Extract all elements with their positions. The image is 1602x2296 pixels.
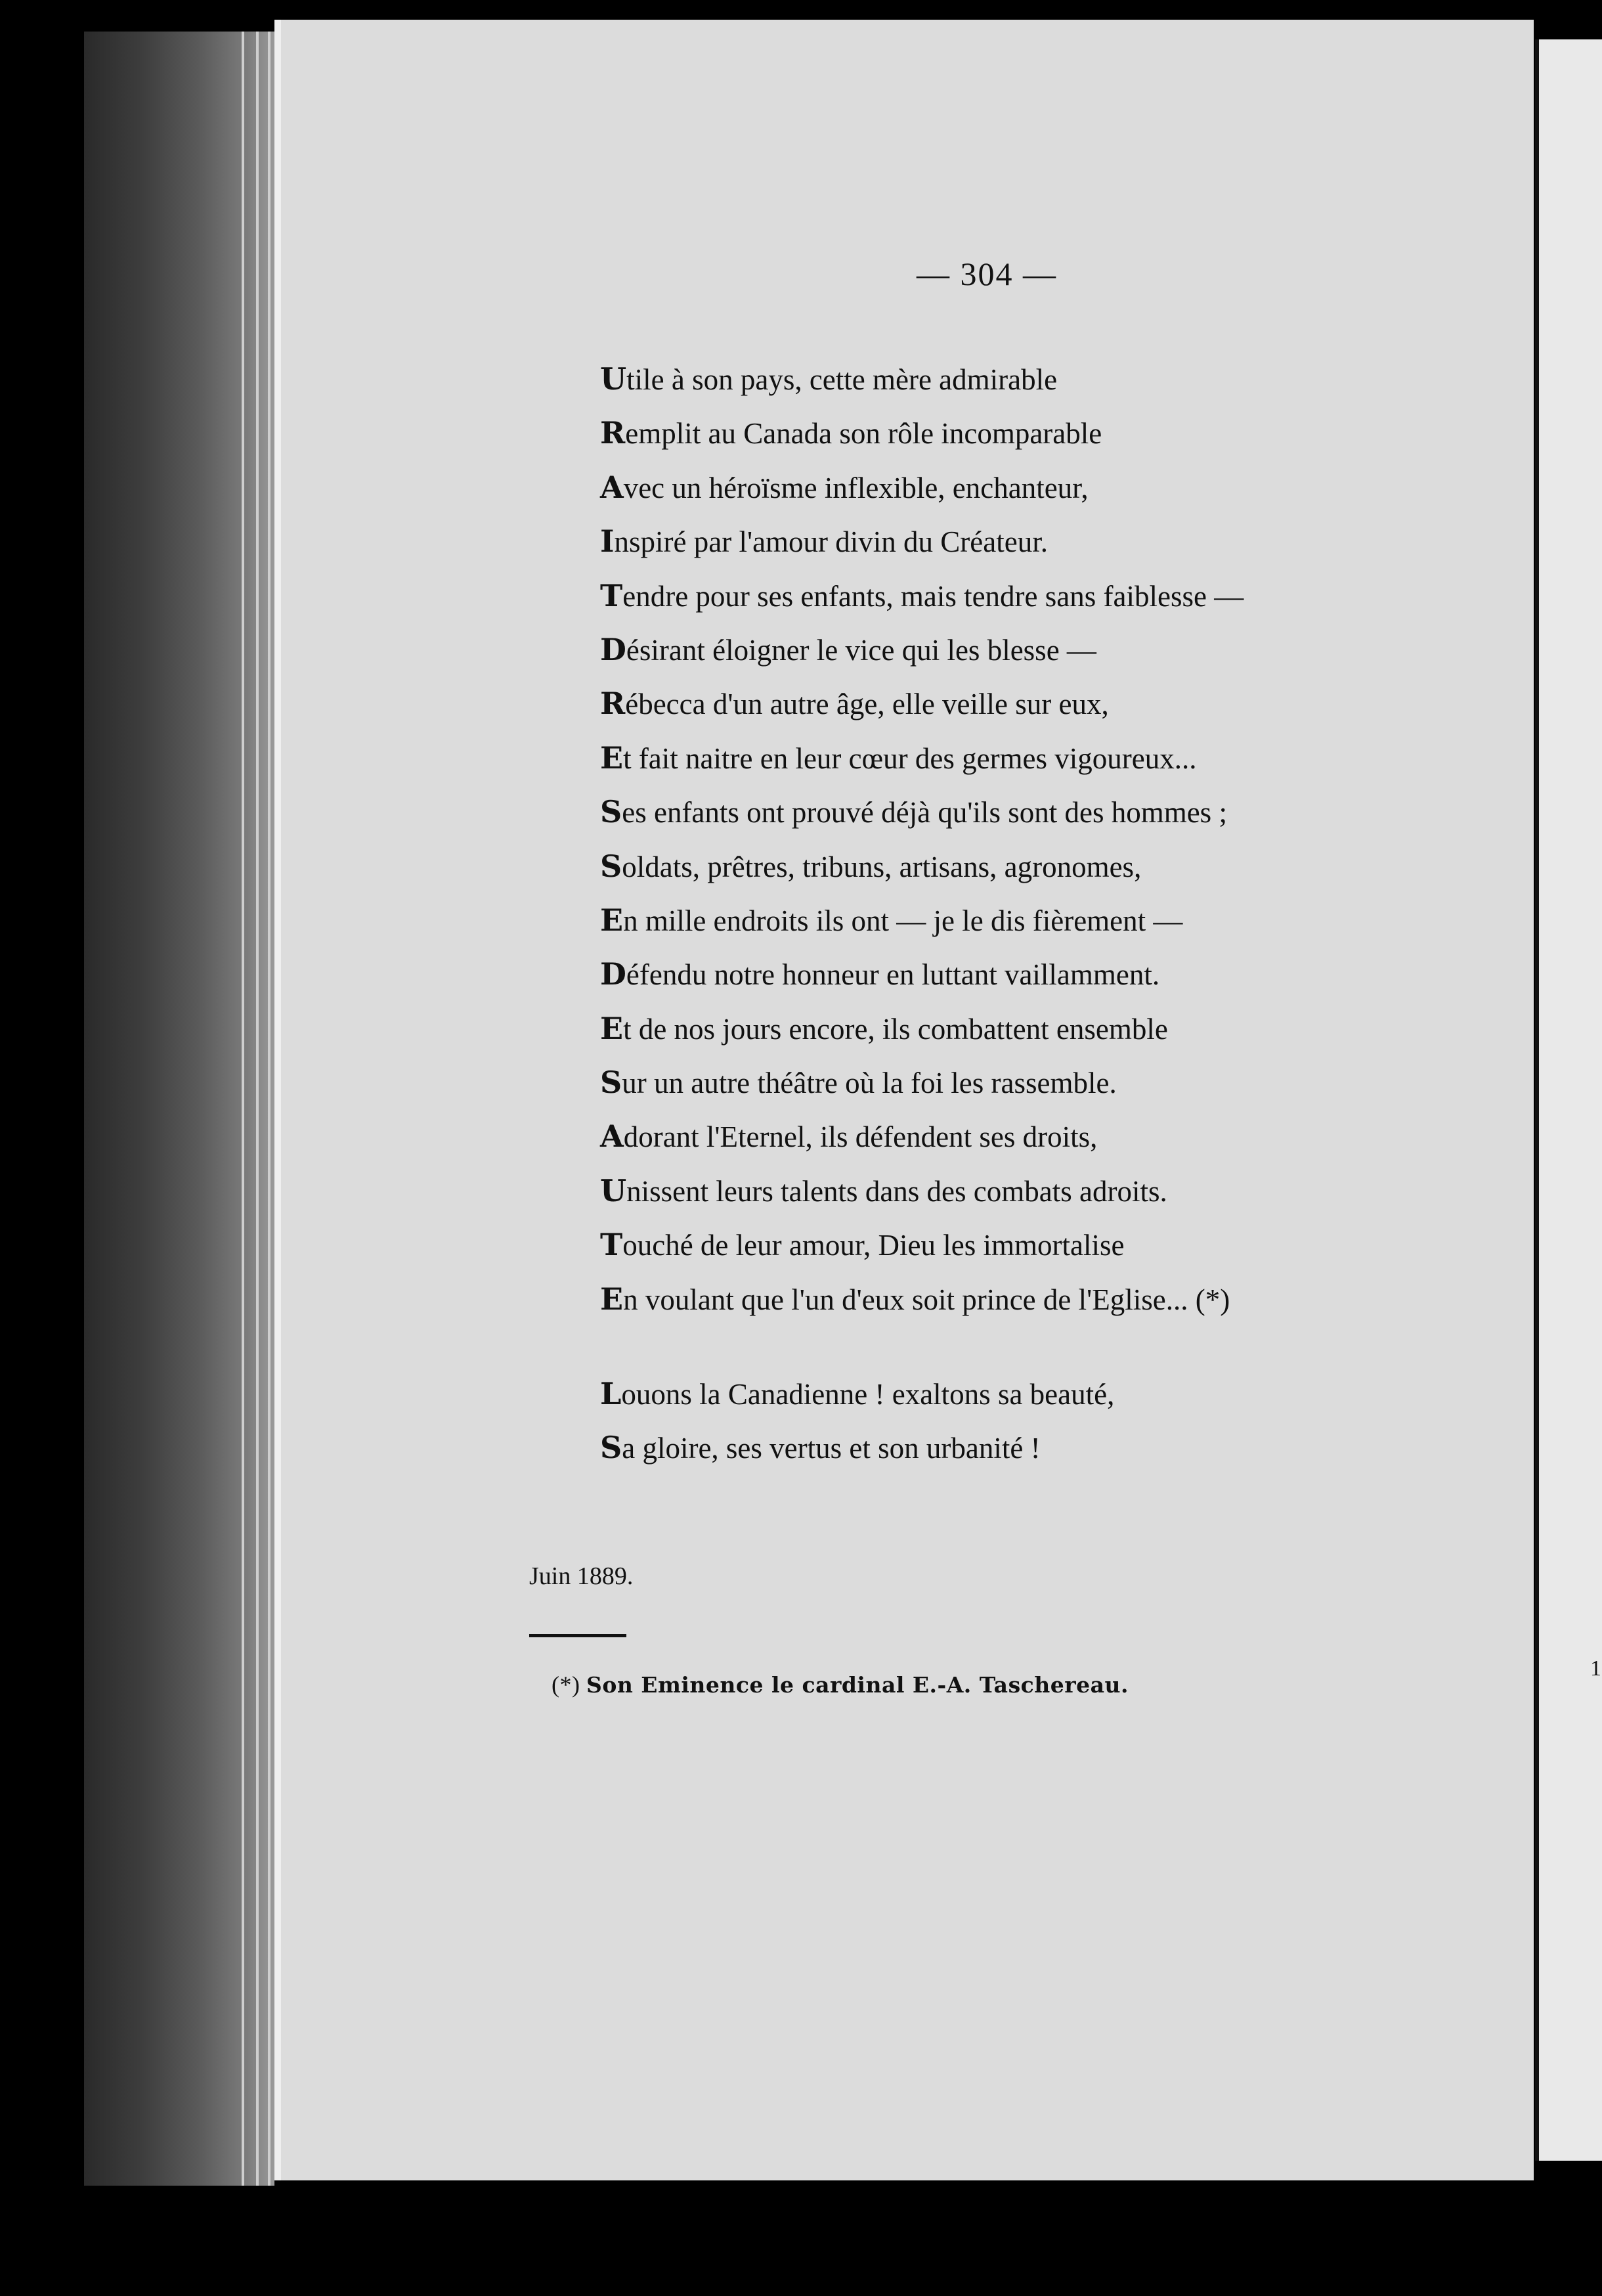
poem-line [600,676,1244,730]
poem-line [600,1218,1244,1271]
footnote [552,1671,1129,1698]
book-edge [84,32,274,2186]
line-initial: L [600,1376,622,1412]
line-initial: S [600,848,622,884]
poem-line [600,569,1244,623]
footnote-rule [529,1634,626,1637]
line-initial: E [600,1281,624,1317]
line-initial: I [600,523,615,560]
poem-line [600,352,1244,406]
line-text: nissent leurs talents dans des combats adroits. [626,1174,1167,1208]
line-initial: S [600,794,622,830]
poem-line [600,406,1244,460]
line-text: éfendu notre honneur en luttant vaillamment. [626,958,1160,992]
line-text: es enfants ont prouvé déjà qu'ils sont des hommes ; [622,796,1227,829]
line-text: ur un autre théâtre où la foi les rassemble. [622,1067,1117,1100]
poem-line [600,1055,1244,1109]
poem-line [600,839,1244,893]
line-initial: R [600,415,626,451]
line-initial: A [600,469,624,505]
poem-line [600,1272,1244,1326]
line-initial: S [600,1430,622,1466]
poem-line [600,1109,1244,1163]
poem-line [600,1164,1244,1218]
date-line: Juin 1889. [529,1562,634,1590]
poem-closing-line [600,1421,1244,1474]
line-initial: S [600,1065,622,1101]
line-initial: D [600,631,626,667]
page-number: — 304 — [917,255,1057,292]
footnote-marker: (*) [552,1671,580,1698]
poem-line [600,460,1244,514]
line-text: a gloire, ses vertus et son urbanité ! [622,1432,1041,1465]
poem-line [600,893,1244,947]
line-text: n voulant que l'un d'eux soit prince de l'Eglise... (*) [623,1283,1230,1316]
poem-line [600,785,1244,839]
line-initial: D [600,956,626,992]
line-initial: A [600,1118,624,1155]
line-text: ouché de leur amour, Dieu les immortalise [622,1229,1125,1262]
line-text: endre pour ses enfants, mais tendre sans faiblesse — [622,579,1244,613]
facing-page-edge [1535,39,1602,2161]
line-initial: T [600,577,623,613]
line-text: t de nos jours encore, ils combattent ensemble [623,1012,1168,1046]
line-text: oldats, prêtres, tribuns, artisans, agronomes, [622,850,1142,883]
line-text: vec un héroïsme inflexible, enchanteur, [623,471,1089,504]
line-initial: U [600,361,627,397]
poem [600,352,1244,1475]
line-initial: E [600,740,624,776]
facing-page-fragment: 1 [1590,1656,1601,1681]
poem-line [600,1002,1244,1055]
poem-line [600,947,1244,1001]
line-text: ouons la Canadienne ! exaltons sa beauté, [621,1378,1115,1411]
poem-closing-line [600,1367,1244,1421]
line-text: n mille endroits ils ont — je le dis fièrement — [623,904,1183,937]
poem-line [600,623,1244,676]
line-text: tile à son pays, cette mère admirable [626,363,1058,396]
line-initial: E [600,1010,624,1046]
line-text: emplit au Canada son rôle incomparable [625,417,1102,451]
line-initial: U [600,1172,627,1208]
line-initial: R [600,686,626,722]
poem-line [600,514,1244,568]
line-text: ésirant éloigner le vice qui les blesse — [626,633,1096,667]
line-initial: T [600,1227,623,1263]
line-text: dorant l'Eternel, ils défendent ses droits, [623,1120,1098,1154]
line-initial: E [600,902,624,938]
line-text: nspiré par l'amour divin du Créateur. [614,525,1048,559]
line-text: ébecca d'un autre âge, elle veille sur eux, [625,688,1109,721]
line-text: t fait naitre en leur cœur des germes vigoureux... [623,741,1197,775]
footnote-text: Son Eminence le cardinal E.-A. Taschereau. [586,1672,1129,1698]
poem-line [600,731,1244,785]
